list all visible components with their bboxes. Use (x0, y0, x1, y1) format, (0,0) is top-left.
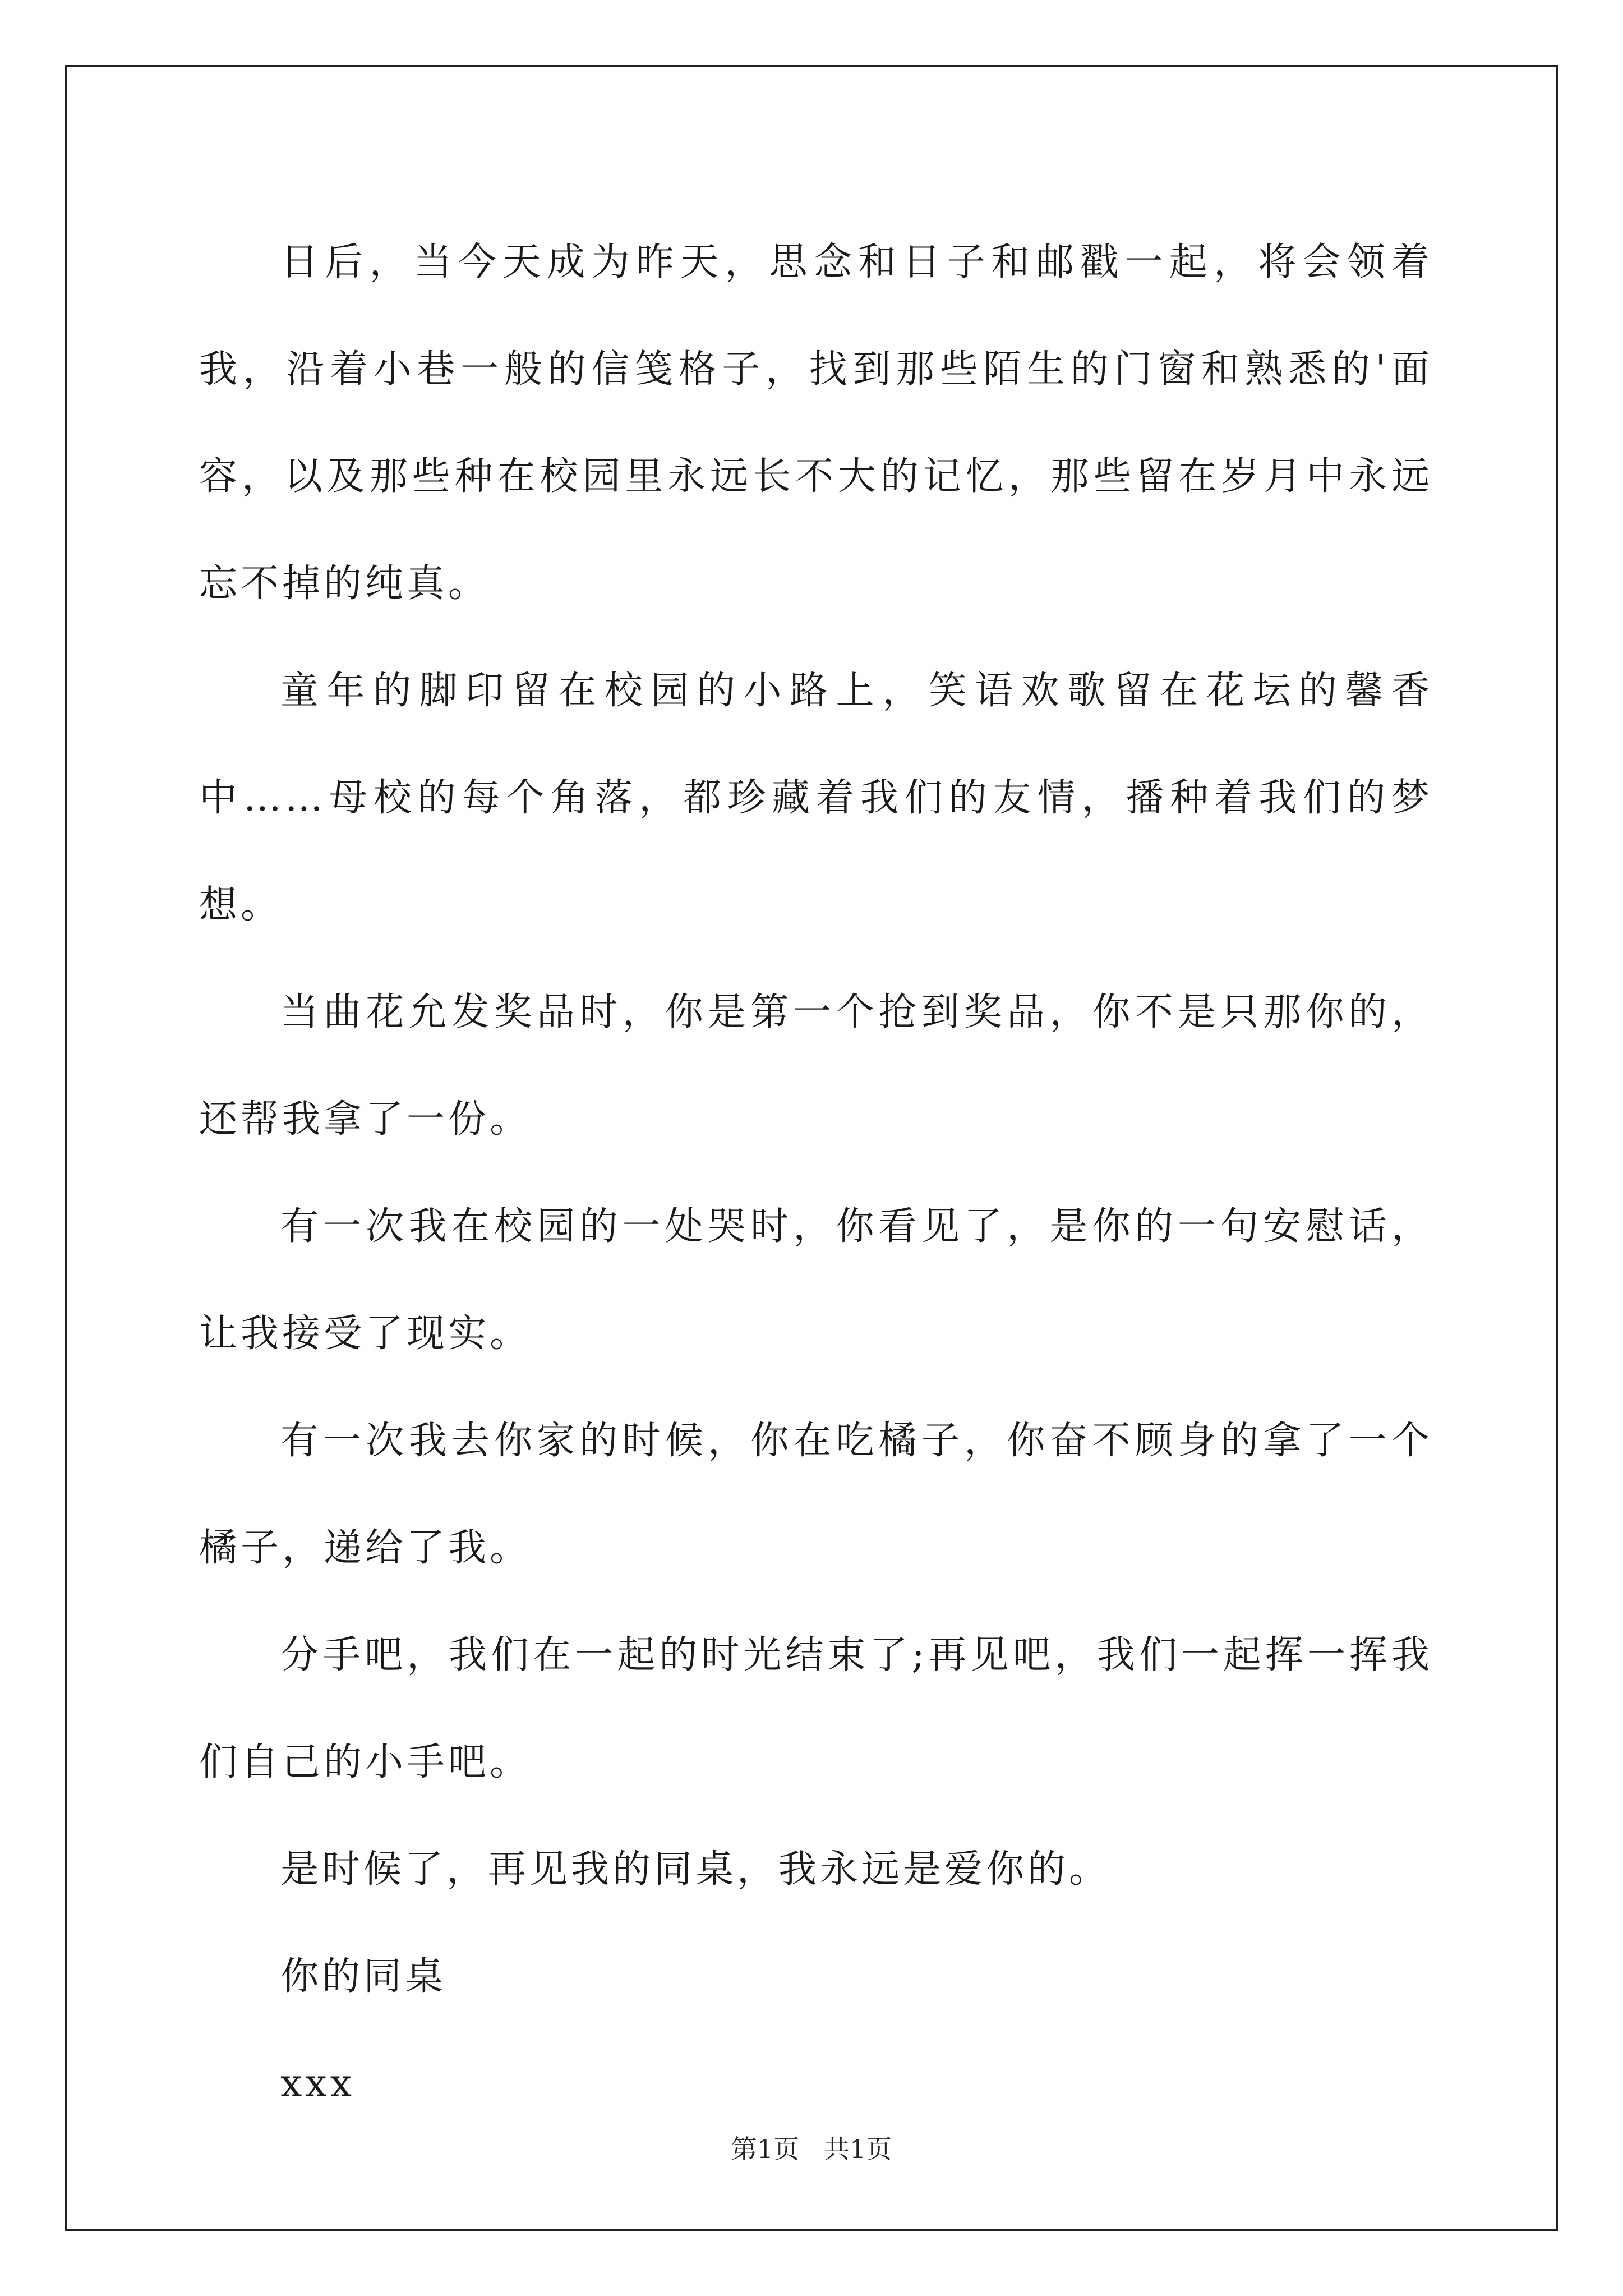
paragraph: 有一次我去你家的时候，你在吃橘子，你奋不顾身的拿了一个橘子，递给了我。 (199, 1419, 1433, 1570)
signature-label: 你的同桌 (280, 1954, 447, 1999)
paragraph: 当曲花允发奖品时，你是第一个抢到奖品，你不是只那你的，还帮我拿了一份。 (199, 990, 1433, 1142)
page-number-footer: 第1页 共1页 (731, 2134, 892, 2164)
signature-name: xxx (280, 2062, 356, 2106)
letter-body (199, 209, 1433, 2137)
paragraph: 有一次我在校园的一处哭时，你看见了，是你的一句安慰话，让我接受了现实。 (199, 1204, 1433, 1356)
paragraph: 日后，当今天成为昨天，思念和日子和邮戳一起，将会领着我，沿着小巷一般的信笺格子，找到那些陌生的门窗和熟悉的'面容，以及那些种在校园里永远长不大的记忆，那些留在岁月中永远忘不掉的纯真。 (199, 240, 1433, 606)
paragraph: 童年的脚印留在校园的小路上，笑语欢歌留在花坛的馨香中……母校的每个角落，都珍藏着我们的友情，播种着我们的梦想。 (199, 669, 1433, 927)
closing-line: 是时候了，再见我的同桌，我永远是爱你的。 (280, 1847, 1111, 1892)
paragraph: 分手吧，我们在一起的时光结束了;再见吧，我们一起挥一挥我们自己的小手吧。 (199, 1633, 1433, 1784)
